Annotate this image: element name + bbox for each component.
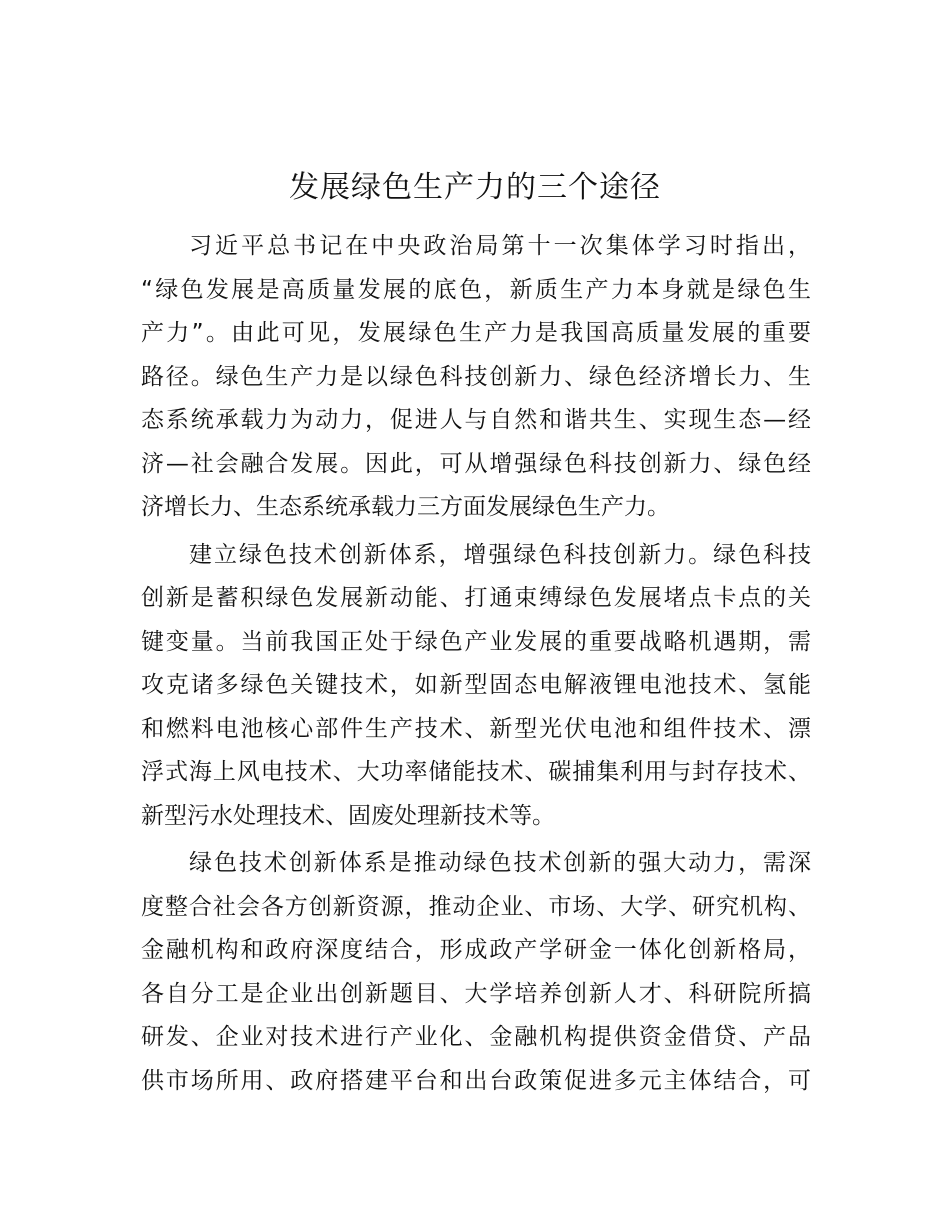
text-line: 产力”。由此可见，发展绿色生产力是我国高质量发展的重要	[141, 320, 811, 346]
text-line: 各自分工是企业出创新题目、大学培养创新人才、科研院所搞	[141, 980, 811, 1007]
text-line: 供市场所用、政府搭建平台和出台政策促进多元主体结合，可	[141, 1067, 811, 1094]
text-line: 金融机构和政府深度结合，形成政产学研金一体化创新格局，	[141, 937, 811, 963]
paragraph-1	[141, 225, 811, 530]
text-line: 攻克诸多绿色关键技术，如新型固态电解液锂电池技术、氢能	[141, 672, 811, 698]
text-line: 键变量。当前我国正处于绿色产业发展的重要战略机遇期，需	[141, 628, 811, 655]
text-line: 态系统承载力为动力，促进人与自然和谐共生、实现生态—经	[141, 407, 811, 433]
text-line: 绿色技术创新体系是推动绿色技术创新的强大动力，需深	[189, 850, 811, 876]
text-line: 济—社会融合发展。因此，可从增强绿色科技创新力、绿色经	[141, 450, 811, 477]
text-line: 建立绿色技术创新体系，增强绿色科技创新力。绿色科技	[189, 541, 811, 568]
text-line: 浮式海上风电技术、大功率储能技术、碳捕集利用与封存技术、	[141, 759, 811, 785]
text-line: 济增长力、生态系统承载力三方面发展绿色生产力。	[141, 494, 670, 520]
document-body	[141, 225, 811, 1107]
text-line: 和燃料电池核心部件生产技术、新型光伏电池和组件技术、漂	[141, 715, 811, 742]
paragraph-2	[141, 534, 811, 839]
text-line: “绿色发展是高质量发展的底色，新质生产力本身就是绿色生	[141, 276, 811, 303]
document-title: 发展绿色生产力的三个途径	[289, 170, 661, 205]
text-line: 路径。绿色生产力是以绿色科技创新力、绿色经济增长力、生	[141, 363, 811, 390]
text-line: 研发、企业对技术进行产业化、金融机构提供资金借贷、产品	[141, 1024, 811, 1050]
text-line: 新型污水处理技术、固废处理新技术等。	[141, 802, 555, 829]
text-line: 习近平总书记在中央政治局第十一次集体学习时指出，	[189, 233, 811, 259]
text-line: 度整合社会各方创新资源，推动企业、市场、大学、研究机构、	[141, 893, 811, 920]
paragraph-3	[141, 842, 811, 1103]
text-line: 创新是蓄积绿色发展新动能、打通束缚绿色发展堵点卡点的关	[141, 585, 811, 611]
